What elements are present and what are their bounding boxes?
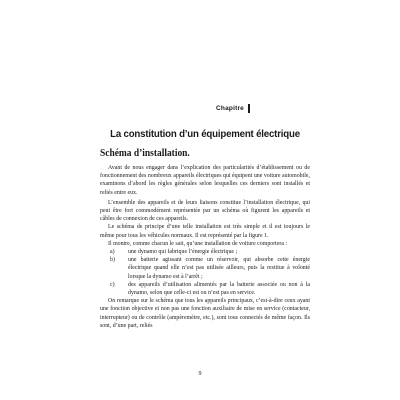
page-number: 9 <box>198 371 202 377</box>
list-item <box>100 281 310 297</box>
section-subtitle: Schéma d’installation. <box>100 148 190 159</box>
list-item-text: une dynamo qui fabrique l’énergie électrique ; <box>128 249 238 256</box>
body-text <box>100 164 310 330</box>
list-marker: b) <box>110 257 115 264</box>
chapter-label: Chapitre <box>216 105 244 112</box>
list-item-text: des appareils d’utilisation alimentés par la batterie associée ou non à la dynamo, selon que celle-ci est ou n’est pas en service. <box>128 281 310 297</box>
paragraph: Le schéma de principe d’une telle installation est très simple et il est toujours le même pour tous les véhicules normaux. Il est représenté par la figure 1. <box>100 224 310 239</box>
chapter-heading <box>216 104 250 113</box>
list-item-text: une batterie agissant comme un réservoir, qui absorbe cette énergie électrique quand elle n’est pas utilisée ailleurs, puis la restitue à volonté lorsque la dynamo est à l’arrêt ; <box>128 257 310 280</box>
paragraph: On remarque sur le schéma que tous les appareils principaux, c’est-à-dire ceux ayant une fonction objective et non pas une fonction auxiliaire de mise en service (contacteur, interrupteur) ou de contrôle (ampèremètre, etc.), sont tous connectés de même façon. Ils sont, d’une part, reliés <box>100 298 310 329</box>
list-marker: a) <box>110 249 115 256</box>
chapter-title: La constitution d’un équipement électrique <box>110 128 300 140</box>
component-list <box>100 248 310 297</box>
list-item <box>100 248 310 256</box>
paragraph: L’ensemble des appareils et de leurs liaisons constitue l’installation électrique, qui peut être fort commodément représentée par un schéma où figurent les appareils et câbles de connexion de ces appareils. <box>100 199 310 223</box>
list-item <box>100 256 310 281</box>
chapter-number-mark <box>248 104 250 113</box>
paragraph: Avant de nous engager dans l’explication des particularités d’établissement ou de fonctionnement des nombreux appareils électriques qui équipent une voiture automobile, examinons d’abord les règles générales selon lesquelles ces derniers sont installés et reliés entre eux. <box>100 165 310 196</box>
paragraph: Il montre, comme chacun le sait, qu’une installation de voiture comportera : <box>108 240 288 247</box>
list-marker: c) <box>110 281 115 288</box>
